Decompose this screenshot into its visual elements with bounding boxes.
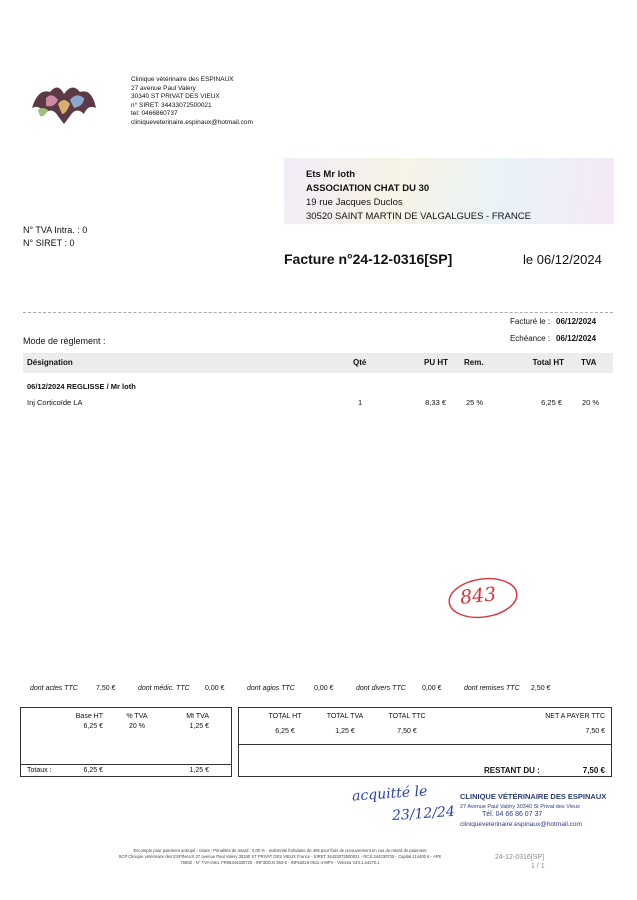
vat-totals-amount: 1,25 € bbox=[189, 767, 209, 774]
vat-amount: 1,25 € bbox=[189, 723, 209, 730]
row-designation: Inj Corticoïde LA bbox=[27, 398, 83, 407]
client-tva: N° TVA Intra. : 0 bbox=[23, 225, 88, 235]
vat-header-base: Base HT bbox=[75, 713, 103, 720]
stamp-name: CLINIQUE VÉTÉRINAIRE DES ESPINAUX bbox=[460, 792, 607, 801]
client-ids bbox=[23, 224, 87, 250]
subtotal-medic-value: 0,00 € bbox=[205, 685, 225, 692]
vat-header-amount: Mt TVA bbox=[186, 713, 209, 720]
total-tva-value: 1,25 € bbox=[335, 728, 355, 735]
handwritten-paid-date: 23/12/24 bbox=[391, 803, 456, 825]
subtotal-agios-label: dont agios TTC bbox=[247, 685, 295, 692]
stamp-address: 27 Avenue Paul Valéry 30340 St Privat des Vieux bbox=[460, 804, 580, 810]
header-pu: PU HT bbox=[424, 358, 448, 367]
row-tva: 20 % bbox=[582, 398, 600, 407]
payment-mode-label: Mode de règlement : bbox=[23, 336, 106, 346]
total-ht-value: 6,25 € bbox=[275, 728, 295, 735]
subtotal-divers-value: 0,00 € bbox=[422, 685, 442, 692]
vat-box bbox=[20, 707, 232, 777]
subtotal-remises-label: dont remises TTC bbox=[464, 685, 520, 692]
row-pu: 8,33 € bbox=[425, 398, 446, 407]
stamp-email: cliniqueveterinaire.espinaux@hotmail.com bbox=[460, 821, 582, 828]
net-value: 7,50 € bbox=[585, 728, 605, 735]
due-label: Echéance : bbox=[509, 334, 550, 343]
row-total: 6,25 € bbox=[541, 398, 562, 407]
sender-name: Clinique vétérinaire des ESPINAUX bbox=[131, 76, 234, 83]
header-qty: Qté bbox=[353, 358, 367, 367]
header-total: Total HT bbox=[532, 358, 564, 367]
footer-legal bbox=[70, 848, 490, 866]
subtotals-line bbox=[30, 685, 620, 695]
rest-value: 7,50 € bbox=[582, 766, 605, 775]
table-row bbox=[0, 398, 637, 410]
header-rem: Rem. bbox=[464, 358, 484, 367]
footer-line2: SCP Clinique vétérinaire des ESPINAUX 27 avenue Paul Valery 30340 ST PRIVAT DES VIEUX France - SIRET 34433072500021 - RCS 344330725 - Capital 114400 € - APE bbox=[118, 854, 442, 859]
footer-line1: Escompte pour paiement anticipé : néant - Pénalités de retard : 0,00 % - Indemnité forfaitaire de 40€ pour frais de recouvrement en cas de retard de paiement bbox=[133, 848, 427, 853]
vat-totals-label: Totaux : bbox=[27, 767, 52, 774]
client-siret: N° SIRET : 0 bbox=[23, 238, 75, 248]
total-ht-label: TOTAL HT bbox=[268, 713, 302, 720]
subtotal-remises-value: 2,50 € bbox=[531, 685, 551, 692]
sender-address bbox=[131, 76, 253, 128]
sender-street: 27 avenue Paul Valery bbox=[131, 84, 196, 92]
vat-rate: 20 % bbox=[129, 723, 145, 730]
clinic-stamp bbox=[460, 792, 610, 840]
subtotal-divers-label: dont divers TTC bbox=[356, 685, 406, 692]
stamp-tel: Tél. 04 66 86 07 37 bbox=[482, 811, 543, 818]
row-qty: 1 bbox=[358, 398, 363, 407]
handwritten-paid-note: acquitté le bbox=[351, 783, 428, 805]
subtotal-actes-value: 7,50 € bbox=[96, 685, 116, 692]
vat-base: 6,25 € bbox=[83, 723, 103, 730]
sender-siret: n° SIRET: 34433072500021 bbox=[131, 101, 212, 109]
handwritten-number: 843 bbox=[458, 583, 498, 609]
table-group: 06/12/2024 REGLISSE / Mr loth bbox=[27, 382, 136, 391]
invoice-title: Facture n°24-12-0316[SP] bbox=[284, 251, 453, 267]
net-label: NET A PAYER TTC bbox=[545, 713, 605, 720]
vat-header-rate: % TVA bbox=[126, 713, 148, 720]
footer-page: 1 / 1 bbox=[531, 863, 545, 870]
subtotal-actes-label: dont actes TTC bbox=[30, 685, 78, 692]
header-designation: Désignation bbox=[27, 358, 73, 367]
sender-city: 30340 ST PRIVAT DES VIEUX bbox=[131, 93, 220, 101]
total-ttc-value: 7,50 € bbox=[397, 728, 417, 735]
subtotal-agios-value: 0,00 € bbox=[314, 685, 334, 692]
divider bbox=[23, 312, 613, 313]
recipient-line1: Ets Mr loth bbox=[306, 169, 356, 180]
subtotal-medic-label: dont médic. TTC bbox=[138, 685, 190, 692]
totals-box bbox=[238, 707, 612, 777]
clinic-logo bbox=[28, 78, 100, 128]
billed-value: 06/12/2024 bbox=[556, 317, 597, 326]
sender-tel: tel: 0466860737 bbox=[131, 110, 178, 118]
total-ttc-label: TOTAL TTC bbox=[388, 713, 426, 720]
recipient-address bbox=[284, 158, 614, 224]
header-tva: TVA bbox=[581, 358, 597, 367]
invoice-date: le 06/12/2024 bbox=[523, 252, 602, 267]
recipient-line2: ASSOCIATION CHAT DU 30 bbox=[306, 183, 430, 194]
handwritten-number-circle bbox=[446, 576, 520, 620]
vat-totals-base: 6,25 € bbox=[83, 767, 103, 774]
footer-ref: 24-12-0316[SP] bbox=[495, 854, 545, 861]
row-rem: 25 % bbox=[466, 398, 484, 407]
sender-email: cliniqueveterinaire.espinaux@hotmail.com bbox=[131, 118, 253, 126]
billed-label: Facturé le : bbox=[509, 317, 550, 326]
footer-line3: 7500Z - N° TVA Intra. FR96344330725 - INF3DD.E 363-5 - INF52618 0511-4-MPV - Vetoma V24.1.24270.1 bbox=[180, 860, 380, 865]
recipient-line4: 30520 SAINT MARTIN DE VALGALGUES - FRANCE bbox=[306, 211, 531, 222]
total-tva-label: TOTAL TVA bbox=[326, 713, 364, 720]
totals-box-divider bbox=[239, 744, 611, 745]
due-value: 06/12/2024 bbox=[556, 334, 597, 343]
recipient-line3: 19 rue Jacques Duclos bbox=[306, 197, 403, 208]
vat-box-divider bbox=[21, 764, 231, 765]
rest-label: RESTANT DU : bbox=[484, 766, 540, 775]
